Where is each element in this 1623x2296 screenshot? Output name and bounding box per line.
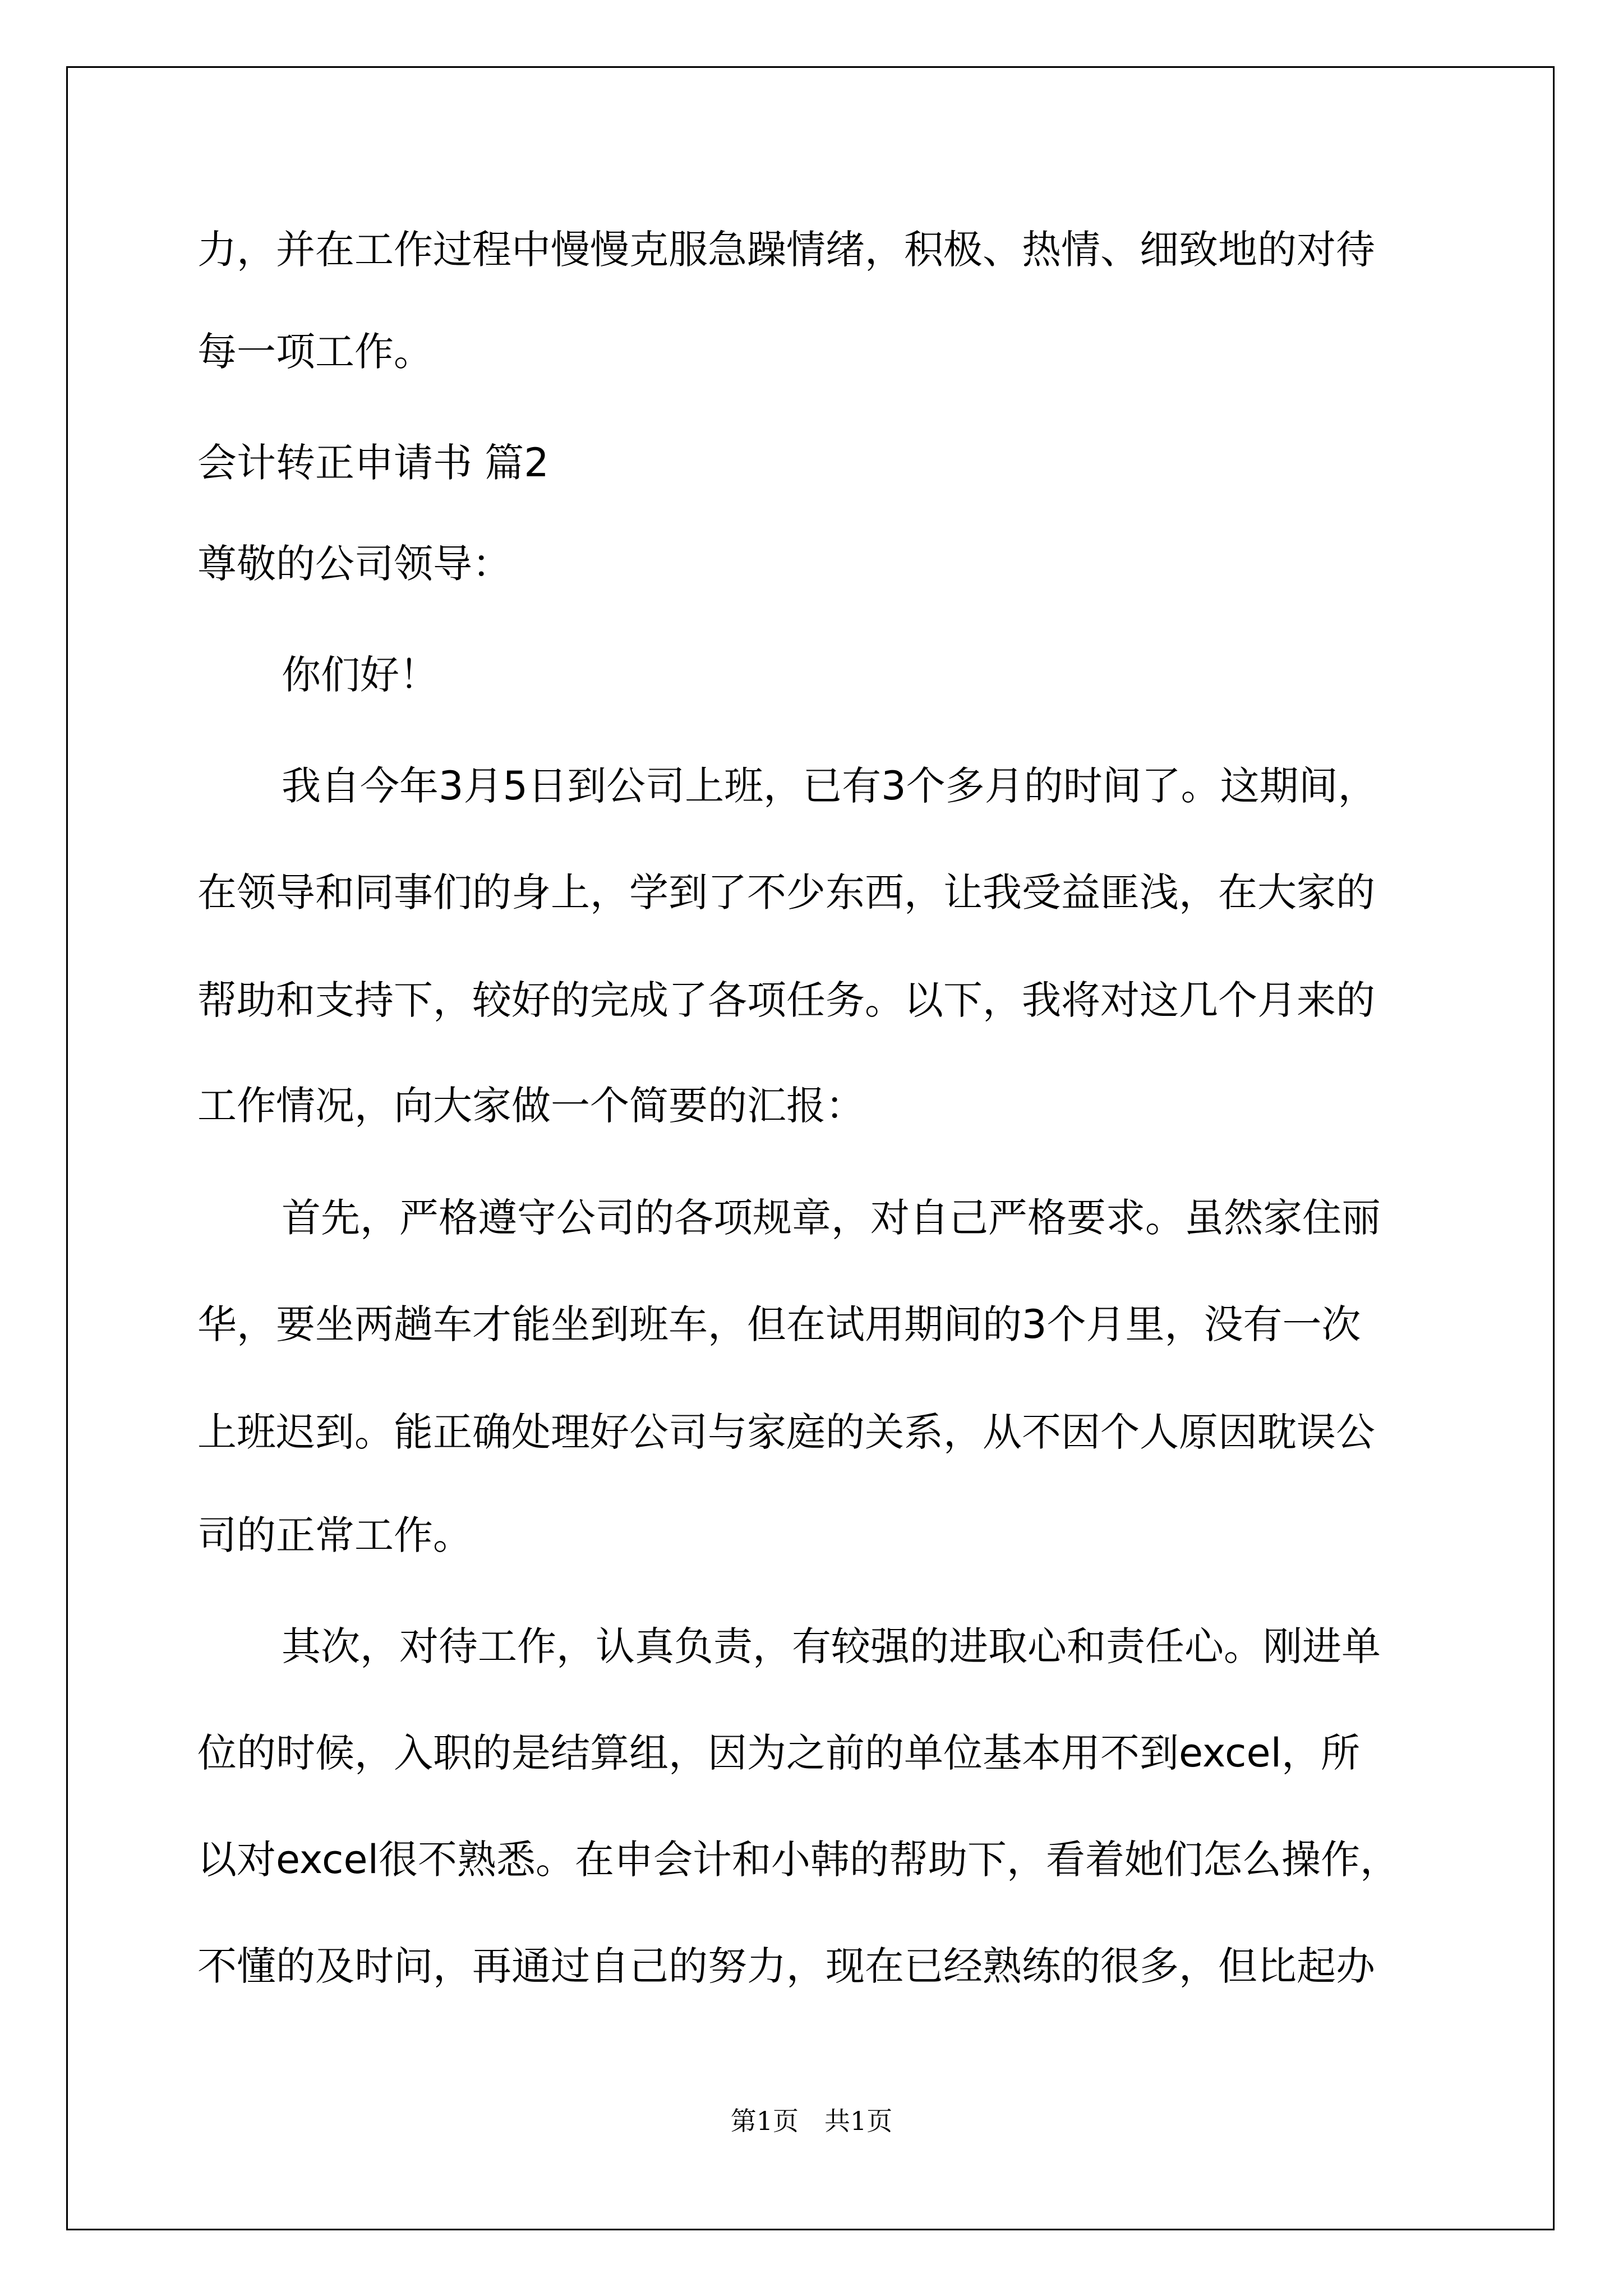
paragraph-line: 上班迟到。能正确处理好公司与家庭的关系，从不因个人原因耽误公 [197,1409,1375,1455]
paragraph-line: 在领导和同事们的身上，学到了不少东西，让我受益匪浅，在大家的 [197,869,1375,915]
paragraph-line: 司的正常工作。 [197,1512,472,1558]
paragraph-line: 工作情况，向大家做一个简要的汇报： [197,1083,865,1129]
page-border [66,66,1555,2230]
paragraph-line: 首先，严格遵守公司的各项规章，对自己严格要求。虽然家住丽 [282,1195,1381,1241]
paragraph-line: 以对excel很不熟悉。在申会计和小韩的帮助下，看着她们怎么操作， [197,1837,1400,1883]
section-heading: 会计转正申请书 篇2 [197,440,549,486]
salutation: 尊敬的公司领导： [197,541,511,587]
paragraph-line: 我自今年3月5日到公司上班，已有3个多月的时间了。这期间， [282,763,1377,809]
greeting: 你们好！ [282,652,439,698]
text-line: 力，并在工作过程中慢慢克服急躁情绪，积极、热情、细致地的对待 [197,227,1375,273]
paragraph-line: 华，要坐两趟车才能坐到班车，但在试用期间的3个月里，没有一次 [197,1301,1361,1347]
paragraph-line: 其次，对待工作，认真负责，有较强的进取心和责任心。刚进单 [282,1623,1381,1669]
paragraph-line: 帮助和支持下，较好的完成了各项任务。以下，我将对这几个月来的 [197,977,1375,1023]
text-line: 每一项工作。 [197,329,433,375]
paragraph-line: 不懂的及时问，再通过自己的努力，现在已经熟练的很多，但比起办 [197,1943,1375,1989]
paragraph-line: 位的时候，入职的是结算组，因为之前的单位基本用不到excel，所 [197,1730,1361,1776]
page-number-footer: 第1页 共1页 [730,2106,893,2136]
